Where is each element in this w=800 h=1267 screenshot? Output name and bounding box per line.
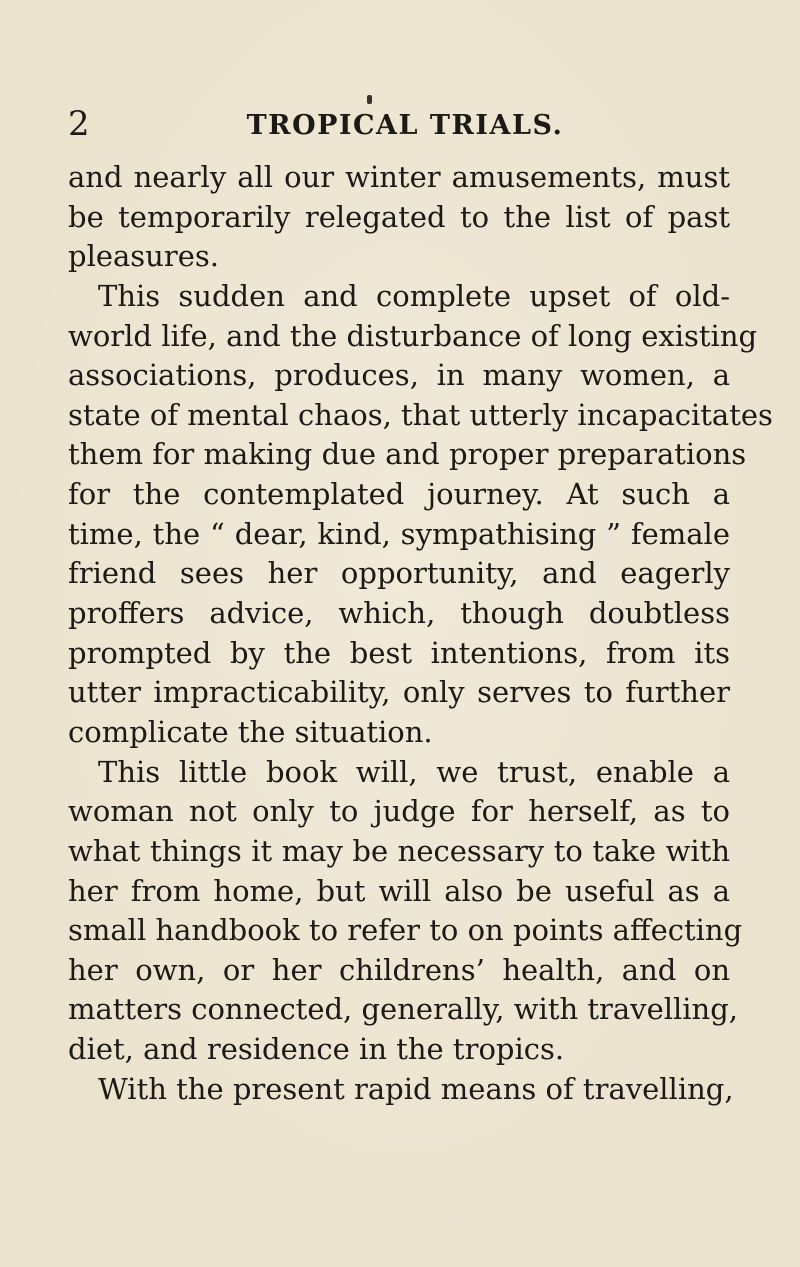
text-line: small handbook to refer to on points affecting: [68, 913, 743, 948]
text-line: state of mental chaos, that utterly incapacitates: [68, 397, 773, 432]
text-line: and nearly all our winter amusements, must: [68, 160, 730, 194]
text-line: matters connected, generally, with travelling,: [68, 992, 739, 1027]
text-line: pleasures.: [68, 239, 219, 274]
page-number: 2: [68, 104, 90, 144]
text-line: woman not only to judge for herself, as to: [68, 794, 730, 829]
text-line: With the present rapid means of travelling,: [98, 1071, 734, 1106]
text-line: her own, or her childrens’ health, and on: [68, 952, 730, 987]
text-line: friend sees her opportunity, and eagerly: [68, 556, 730, 591]
text-line: This sudden and complete upset of old-: [98, 278, 730, 313]
text-line: associations, produces, in many women, a: [68, 358, 730, 393]
running-head: TROPICAL TRIALS.: [246, 110, 564, 141]
text-line: prompted by the best intentions, from its: [68, 635, 730, 670]
text-line: time, the “ dear, kind, sympathising ” female: [68, 516, 730, 551]
body-text: [68, 158, 773, 1109]
text-line: for the contemplated journey. At such a: [68, 477, 730, 512]
text-line: be temporarily relegated to the list of past: [68, 199, 730, 234]
text-line: what things it may be necessary to take with: [68, 833, 730, 868]
page-header: [68, 104, 732, 144]
ink-speck: [367, 95, 372, 104]
text-line: proffers advice, which, though doubtless: [68, 596, 730, 631]
text-line: This little book will, we trust, enable a: [98, 754, 730, 789]
text-line: world life, and the disturbance of long existing: [68, 318, 758, 353]
text-line: complicate the situation.: [68, 714, 433, 749]
text-line: her from home, but will also be useful as a: [68, 873, 730, 908]
text-line: diet, and residence in the tropics.: [68, 1032, 565, 1067]
text-line: them for making due and proper preparations: [68, 437, 747, 472]
text-line: utter impracticability, only serves to further: [68, 675, 730, 710]
